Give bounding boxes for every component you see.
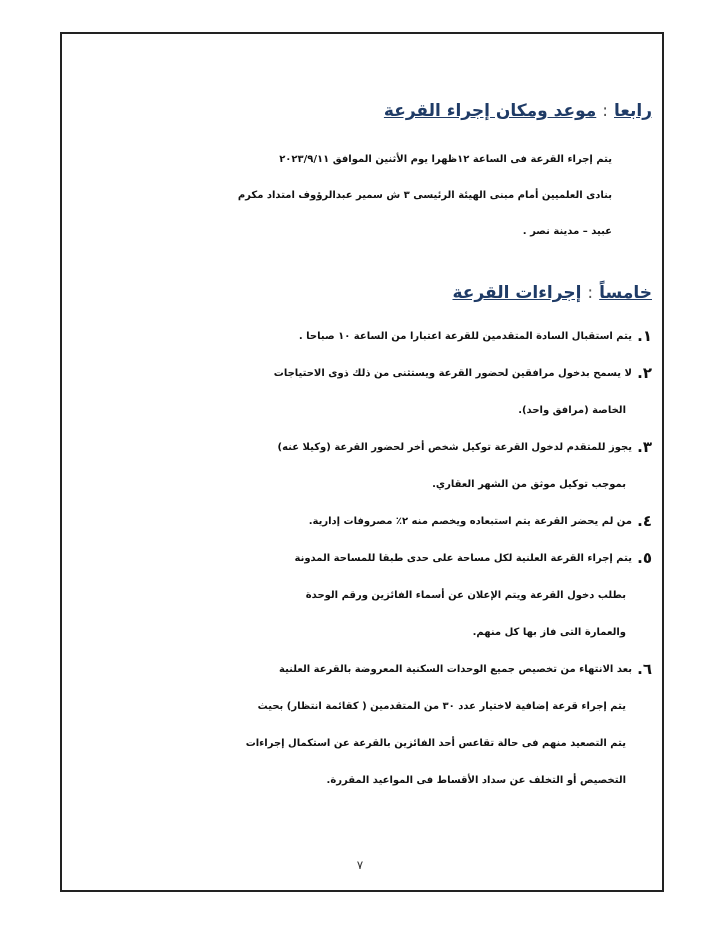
- list-item: [80, 318, 652, 355]
- item-number: ٦.: [637, 660, 652, 678]
- item-line: بموجب توكيل موثق من الشهر العقاري.: [432, 479, 626, 490]
- item-line: يتم استقبال السادة المتقدمين للقرعة اعتبارا من الساعة ١٠ صباحا .: [298, 331, 632, 342]
- list-item: [80, 355, 652, 429]
- item-line: بعد الانتهاء من تخصيص جميع الوحدات السكنية المعروضة بالقرعة العلنية: [279, 664, 632, 675]
- document-body: [80, 98, 652, 799]
- item-line: يتم إجراء القرعة العلنية لكل مساحة على حدى طبقا للمساحة المدونة: [294, 553, 632, 564]
- list-item: [80, 651, 652, 799]
- item-line: بطلب دخول القرعة ويتم الإعلان عن أسماء الفائزين ورقم الوحدة: [305, 590, 626, 601]
- list-item: [80, 429, 652, 503]
- item-number: ٢.: [637, 364, 652, 382]
- item-line: التخصيص أو التخلف عن سداد الأقساط فى المواعيد المقررة.: [326, 775, 626, 786]
- item-line: يتم إجراء قرعة إضافية لاختيار عدد ٣٠ من المتقدمين ( كقائمة انتظار) بحيث: [257, 701, 626, 712]
- paragraph-line: عبيد – مدينة نصر .: [522, 226, 612, 237]
- section-heading-schedule: [80, 98, 652, 124]
- item-number: ٤.: [637, 512, 652, 530]
- item-line: يتم التصعيد منهم فى حالة تقاعس أحد الفائزين بالقرعة عن استكمال إجراءات: [245, 738, 626, 749]
- section-lead: رابعا: [614, 101, 652, 121]
- schedule-paragraph: [80, 142, 652, 250]
- section-heading-procedures: [80, 280, 652, 306]
- paragraph-line: يتم إجراء القرعة فى الساعة ١٢ظهرا يوم الأثنين الموافق ٢٠٢٣/٩/١١: [279, 154, 612, 165]
- page-number: ٧: [356, 858, 364, 872]
- item-line: الخاصة (مرافق واحد).: [518, 405, 626, 416]
- section-title: إجراءات القرعة: [452, 283, 582, 303]
- paragraph-line: بنادى العلميين أمام مبنى الهيئة الرئيسى ٣ ش سمير عبدالرؤوف امتداد مكرم: [237, 190, 612, 201]
- section-lead: خامساً: [599, 283, 652, 303]
- procedures-list: [80, 318, 652, 799]
- item-number: ١.: [637, 327, 652, 345]
- heading-colon: :: [587, 283, 594, 303]
- item-line: من لم يحضر القرعة يتم استبعاده ويخصم منه ٢٪ مصروفات إدارية.: [308, 516, 632, 527]
- list-item: [80, 503, 652, 540]
- item-number: ٥.: [637, 549, 652, 567]
- section-title: موعد ومكان إجراء القرعة: [383, 101, 597, 121]
- list-item: [80, 540, 652, 651]
- item-line: يجوز للمتقدم لدخول القرعة توكيل شخص أخر لحضور القرعة (وكيلا عنه): [277, 442, 632, 453]
- item-number: ٣.: [637, 438, 652, 456]
- heading-colon: :: [602, 101, 609, 121]
- item-line: والعمارة التى فاز بها كل منهم.: [472, 627, 626, 638]
- item-line: لا يسمح بدخول مرافقين لحضور القرعة ويستثنى من ذلك ذوى الاحتياجات: [273, 368, 632, 379]
